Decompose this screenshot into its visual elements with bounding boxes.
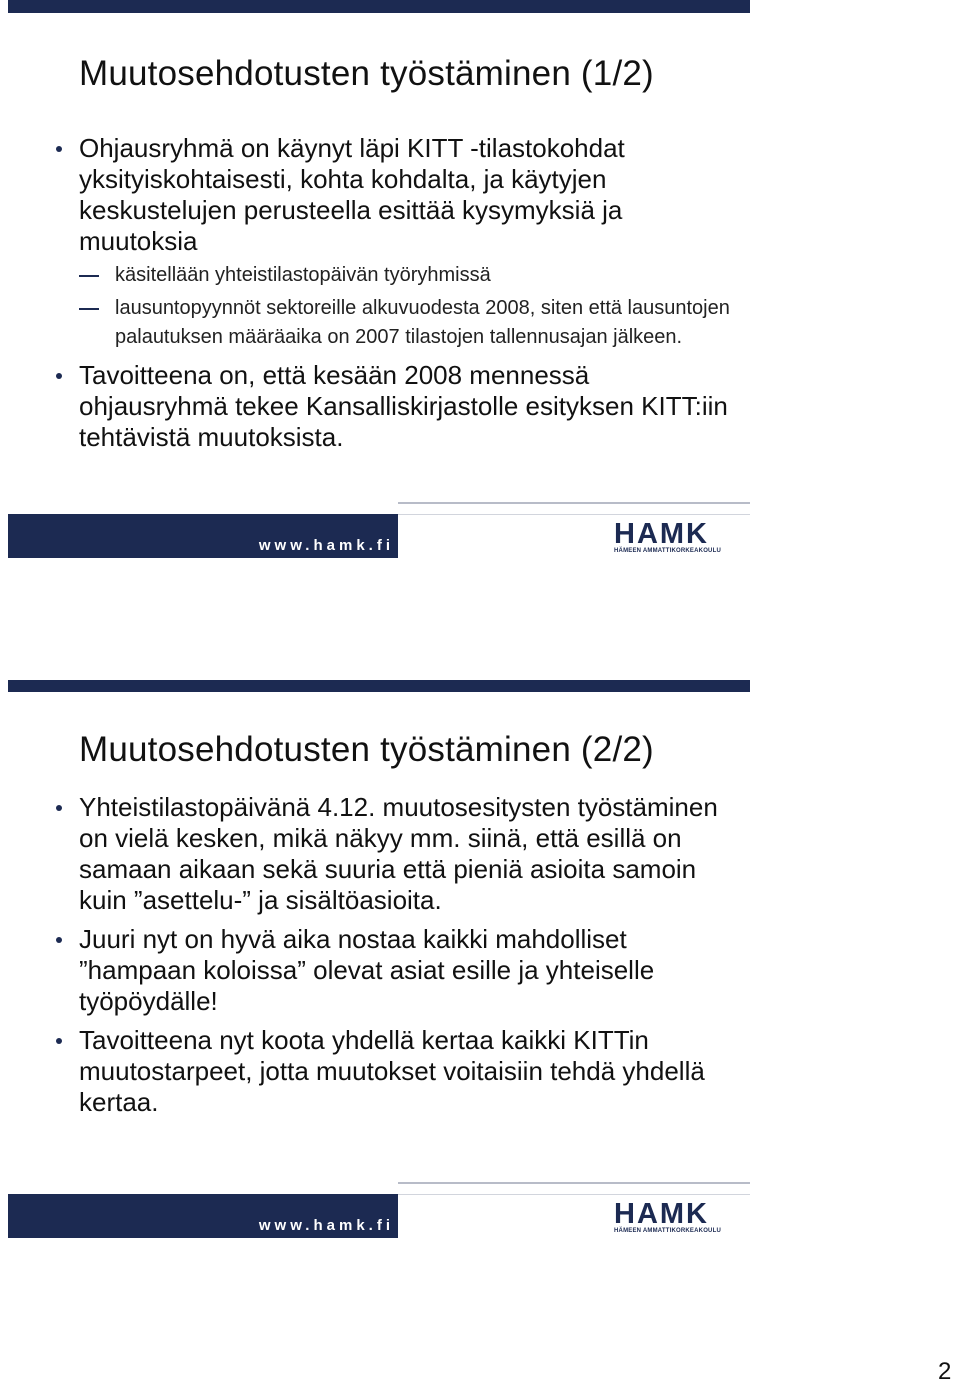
bullet-list — [52, 133, 742, 453]
bullet-text: Ohjausryhmä on käynyt läpi KITT -tilastokohdat yksityiskohtaisesti, kohta kohdalta, ja käytyjen keskustelujen perusteella esittää kysymyksiä ja muutoksia — [79, 133, 625, 256]
sub-bullet-item — [79, 294, 742, 352]
bullet-list — [52, 792, 742, 1118]
sub-bullet-text: lausuntopyynnöt sektoreille alkuvuodesta 2008, siten että lausuntojen palautuksen määräaika on 2007 tilastojen tallennusajan jälkeen. — [115, 297, 730, 348]
bullet-item — [52, 360, 742, 453]
bullet-dot-icon — [56, 373, 62, 379]
slide-2 — [8, 680, 750, 1240]
logo-text: HAMK — [614, 520, 709, 550]
page-number: 2 — [938, 1358, 952, 1385]
bullet-text: Juuri nyt on hyvä aika nostaa kaikki mahdolliset ”hampaan koloissa” olevat asiat esille ja yhteiselle työpöydälle! — [79, 924, 655, 1016]
logo-subtext: HÄMEEN AMMATTIKORKEAKOULU — [614, 548, 721, 554]
bullet-text: Tavoitteena nyt koota yhdellä kertaa kaikki KITTin muutostarpeet, jotta muutokset voitaisiin tehdä yhdellä kertaa. — [79, 1025, 705, 1117]
sub-bullet-text: käsitellään yhteistilastopäivän työryhmissä — [115, 264, 491, 286]
bullet-item — [52, 1025, 742, 1118]
bullet-item — [52, 924, 742, 1017]
footer-divider — [398, 514, 750, 515]
bullet-dot-icon — [56, 1038, 62, 1044]
footer-url[interactable]: www.hamk.fi — [258, 1217, 394, 1234]
slide-footer — [8, 1182, 750, 1238]
bullet-text: Tavoitteena on, että kesään 2008 mennessä ohjausryhmä tekee Kansalliskirjastolle esityksen KITT:iin tehtävistä muutoksista. — [79, 360, 728, 452]
footer-url-band — [8, 1194, 398, 1238]
logo-subtext: HÄMEEN AMMATTIKORKEAKOULU — [614, 1228, 721, 1234]
dash-icon — [79, 308, 99, 310]
footer-url[interactable]: www.hamk.fi — [258, 537, 394, 554]
slide-1 — [8, 0, 750, 560]
bullet-text: Yhteistilastopäivänä 4.12. muutosesitysten työstäminen on vielä kesken, mikä näkyy mm. siinä, että esillä on samaan aikaan sekä suuria että pieniä asioita samoin kuin ”asettelu-” ja sisältöasioita. — [79, 792, 718, 915]
slide-title: Muutosehdotusten työstäminen (1/2) — [79, 54, 654, 93]
slide-footer — [8, 502, 750, 558]
bullet-dot-icon — [56, 937, 62, 943]
dash-icon — [79, 275, 99, 277]
slide-title: Muutosehdotusten työstäminen (2/2) — [79, 730, 654, 769]
bullet-item — [52, 133, 742, 352]
footer-divider — [398, 1194, 750, 1195]
sub-bullet-item — [79, 261, 742, 290]
sub-bullet-list — [79, 261, 742, 352]
hamk-logo — [614, 520, 734, 554]
footer-logo-band — [398, 502, 750, 558]
bullet-dot-icon — [56, 805, 62, 811]
logo-text: HAMK — [614, 1200, 709, 1230]
footer-logo-band — [398, 1182, 750, 1238]
bullet-item — [52, 792, 742, 916]
slide-top-bar — [8, 680, 750, 692]
footer-url-band — [8, 514, 398, 558]
hamk-logo — [614, 1200, 734, 1234]
bullet-dot-icon — [56, 146, 62, 152]
slide-top-bar — [8, 0, 750, 13]
